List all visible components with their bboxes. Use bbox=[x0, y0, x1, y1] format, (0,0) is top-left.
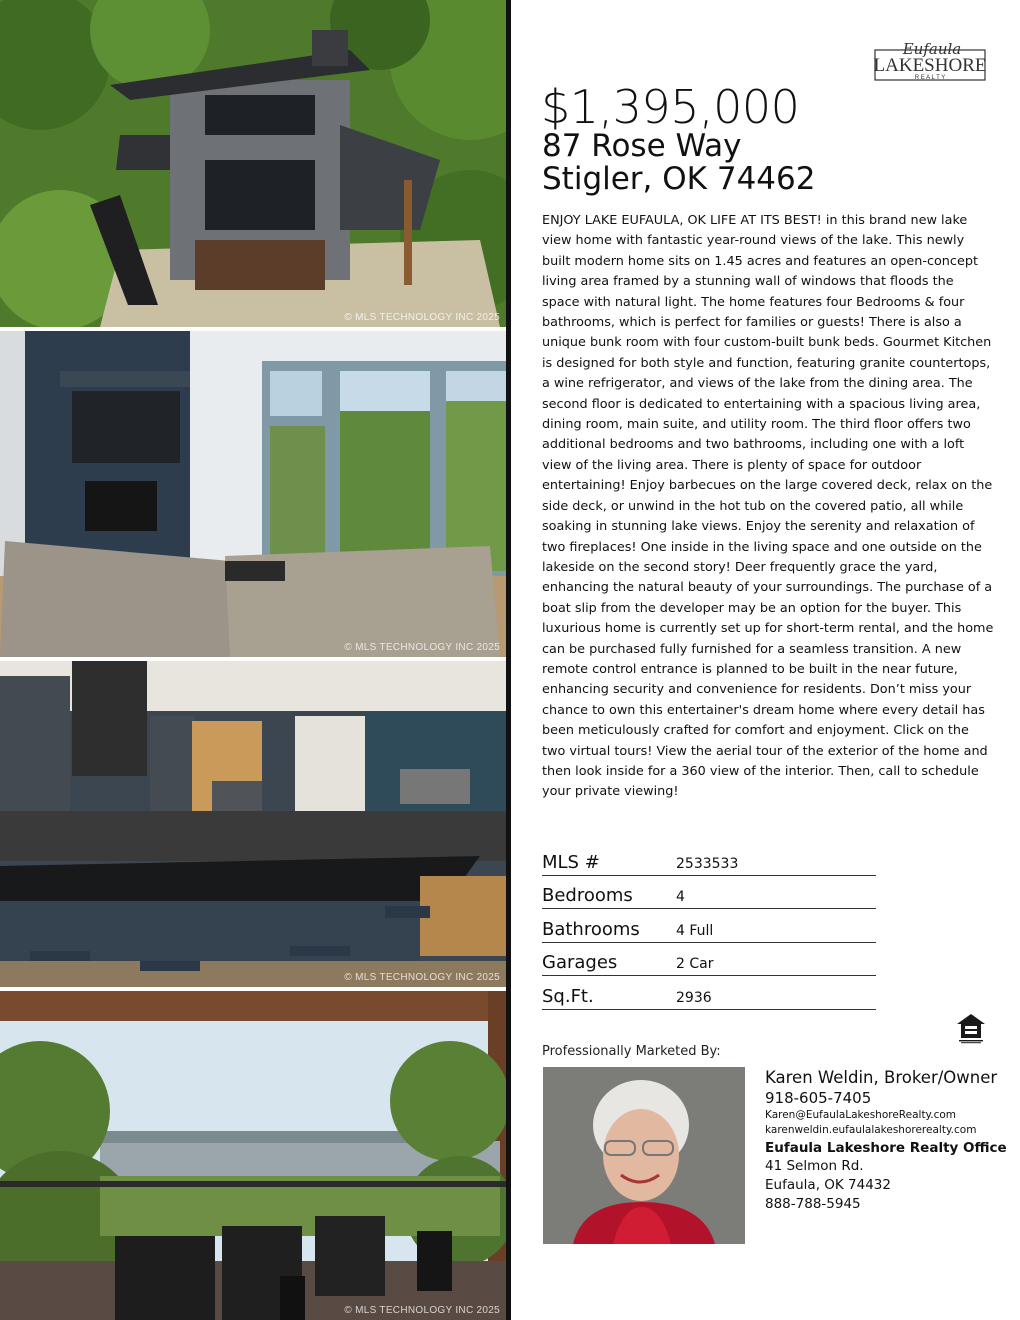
kitchen-photo bbox=[0, 661, 506, 987]
agent-name: Karen Weldin, Broker/Owner bbox=[765, 1068, 998, 1087]
fact-row-bathrooms bbox=[542, 909, 876, 943]
column-divider bbox=[506, 0, 511, 1320]
logo-sub-text: R E A L T Y bbox=[914, 75, 946, 81]
logo-script-text: Eufaula bbox=[902, 40, 962, 58]
property-facts-table bbox=[542, 842, 876, 1010]
listing-description: ENJOY LAKE EUFAULA, OK LIFE AT ITS BEST! in this brand new lake view home with fantastic year-round views of the lake. This newly built modern home sits on 1.45 acres and features an open-concept living area framed by a stunning wall of windows that floods the space with natural light. The home features four Bedrooms & four bathrooms, which is perfect for families or guests! There is also a unique bunk room with four custom-built bunk beds. Gourmet Kitchen is designed for both style and function, featuring granite countertops, a wine refrigerator, and views of the lake from the dining area. The second floor is dedicated to entertaining with a spacious living area, dining room, main suite, and utility room. The third floor offers two additional bedrooms and two bathrooms, including one with a loft view of the living area. There is plenty of space for outdoor entertaining! Enjoy barbecues on the large covered deck, relax on the side deck, or unwind in the hot tub on the covered patio, all while soaking in stunning lake views. Enjoy the serenity and relaxation of two fireplaces! One inside in the living space and one outside on the lakeside on the second story! Deer frequently grace the yard, enhancing the natural beauty of your surroundings. The purchase of a boat slip from the developer may be an option for the buyer. This luxurious home is currently set up for short-term rental, and the home can be purchased fully furnished for a seamless transition. A new remote control entrance is planned to be built in the near future, enhancing security and convenience for residents. Don’t miss your chance to own this entertainer's dream home where every detail has been meticulously crafted for comfort and enjoyment. Click on the two virtual tours! View the aerial tour of the exterior of the home and then look inside for a 360 view of the interior. Then, call to schedule your private viewing! bbox=[542, 213, 994, 800]
fact-label: Garages bbox=[542, 952, 618, 974]
fact-value: 4 Full bbox=[676, 922, 714, 939]
logo-main-text: LAKESHORE bbox=[874, 55, 986, 76]
agent-contact-block bbox=[765, 1068, 1007, 1214]
photo-watermark: © MLS TECHNOLOGY INC 2025 bbox=[344, 642, 500, 653]
equal-housing-opportunity-icon bbox=[955, 1012, 987, 1044]
fact-value: 2 Car bbox=[676, 956, 714, 973]
fact-value: 4 bbox=[676, 889, 685, 906]
fact-label: Bedrooms bbox=[542, 885, 633, 907]
office-phone[interactable]: 888-788-5945 bbox=[765, 1196, 861, 1212]
fact-label: Sq.Ft. bbox=[542, 985, 594, 1007]
agent-website[interactable]: karenweldin.eufaulalakeshorerealty.com bbox=[765, 1124, 977, 1136]
fact-label: MLS # bbox=[542, 851, 600, 873]
photo-watermark: © MLS TECHNOLOGY INC 2025 bbox=[344, 1305, 500, 1316]
photo-watermark: © MLS TECHNOLOGY INC 2025 bbox=[344, 312, 500, 323]
fact-value: 2936 bbox=[676, 989, 712, 1006]
address-street: 87 Rose Way bbox=[542, 128, 742, 164]
exterior-aerial-photo bbox=[0, 0, 506, 327]
agent-phone[interactable]: 918-605-7405 bbox=[765, 1089, 872, 1107]
office-street: 41 Selmon Rd. bbox=[765, 1158, 864, 1174]
fact-value: 2533533 bbox=[676, 855, 739, 872]
marketed-by-heading: Professionally Marketed By: bbox=[542, 1044, 721, 1059]
fact-row-mls bbox=[542, 842, 876, 876]
address-city: Stigler, OK 74462 bbox=[542, 161, 816, 197]
fact-row-garages bbox=[542, 943, 876, 977]
living-room-photo bbox=[0, 331, 506, 657]
agent-photo bbox=[543, 1067, 745, 1244]
fact-row-sqft bbox=[542, 976, 876, 1010]
listing-price: $1,395,000 bbox=[541, 80, 800, 134]
photo-column bbox=[0, 0, 508, 1320]
office-city: Eufaula, OK 74432 bbox=[765, 1177, 891, 1193]
fact-label: Bathrooms bbox=[542, 918, 640, 940]
eufaula-lakeshore-logo bbox=[874, 40, 986, 82]
photo-watermark: © MLS TECHNOLOGY INC 2025 bbox=[344, 972, 500, 983]
agent-email[interactable]: Karen@EufaulaLakeshoreRealty.com bbox=[765, 1109, 957, 1121]
fact-row-bedrooms bbox=[542, 876, 876, 910]
lake-view-deck-photo bbox=[0, 991, 506, 1320]
office-name: Eufaula Lakeshore Realty Office bbox=[765, 1140, 1007, 1156]
